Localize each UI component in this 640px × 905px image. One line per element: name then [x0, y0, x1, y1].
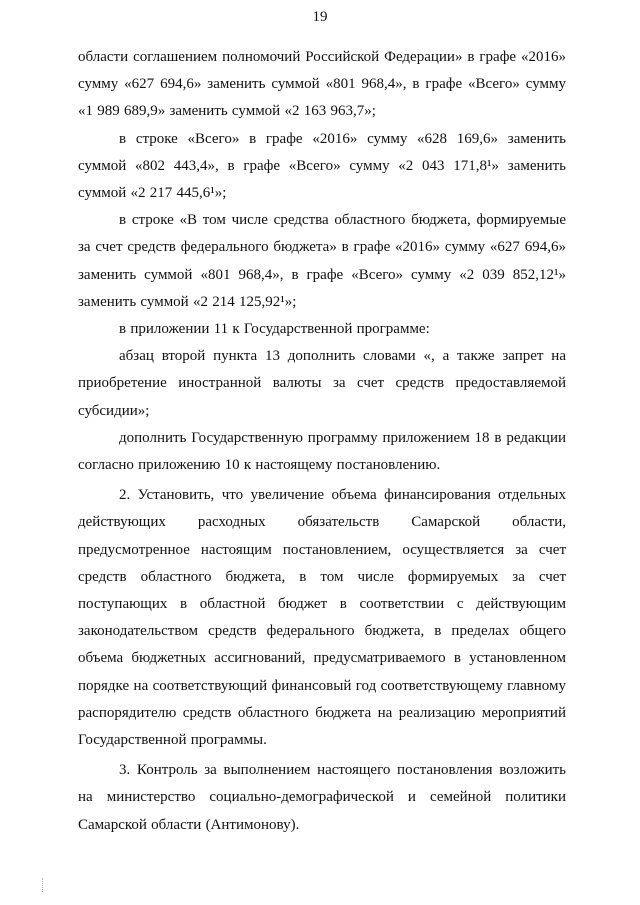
paragraph-section-3: 3. Контроль за выполнением настоящего постановления возложить на министерство социально-демографической и семейной политики Самарской области (Антимонову). [78, 762, 566, 833]
document-body [78, 44, 566, 839]
paragraph-item-13: абзац второй пункта 13 дополнить словами «, а также запрет на приобретение иностранной валюты за счет средств предоставляемой субсидии»; [78, 348, 566, 419]
paragraph-total-row: в строке «Всего» в графе «2016» сумму «628 169,6» заменить суммой «802 443,4», в графе «Всего» сумму «2 043 171,8¹» заменить суммой «2 217 445,6¹»; [78, 130, 566, 202]
paragraph-appendix-18: дополнить Государственную программу приложением 18 в редакции согласно приложению 10 к настоящему постановлению. [78, 429, 566, 474]
paragraph-continuation: области соглашением полномочий Российской Федерации» в графе «2016» сумму «627 694,6» заменить суммой «801 968,4», в графе «Всего» сумму «1 989 689,9» заменить суммой «2 163 963,7»; [78, 49, 566, 120]
paragraph-appendix-11: в приложении 11 к Государственной программе: [119, 321, 430, 338]
paragraph-section-2: 2. Установить, что увеличение объема финансирования отдельных действующих расходных обязательств Самарской области, предусмотренное настоящим постановлением, осуществляется за счет средств областного бюджета, в том числе формируемых за счет поступающих в областной бюджет в соответствии с действующим законодательством средств федерального бюджета, в пределах общего объема бюджетных ассигнований, предусматриваемого в установленном порядке на соответствующий финансовый год соответствующему главному распорядителю средств областного бюджета на реализацию мероприятий Государственной программы. [78, 487, 566, 749]
page-number: 19 [312, 9, 328, 25]
paragraph-federal-funds-row: в строке «В том числе средства областного бюджета, формируемые за счет средств федерального бюджета» в графе «2016» сумму «627 694,6» заменить суммой «801 968,4», в графе «Всего» сумму «2 039 852,12¹» заменить суммой «2 214 125,92¹»; [78, 212, 566, 310]
scan-margin-mark [42, 878, 44, 892]
